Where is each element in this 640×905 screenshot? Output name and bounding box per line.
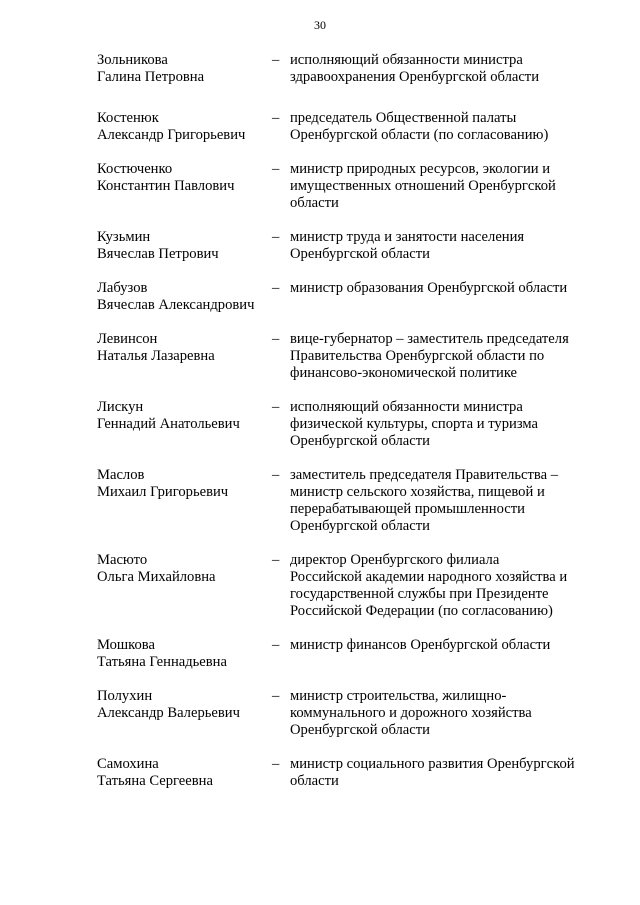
- member-surname: Самохина: [97, 756, 159, 772]
- member-entry: [97, 552, 597, 637]
- dash: –: [272, 331, 280, 347]
- member-given-name: Александр Григорьевич: [97, 127, 246, 143]
- member-surname: Лискун: [97, 399, 144, 415]
- member-role: министр труда и занятости населения Оренбургской области: [290, 229, 525, 262]
- member-given-name: Наталья Лазаревна: [97, 348, 215, 364]
- member-role: вице-губернатор – заместитель председателя Правительства Оренбургской области по финансово-экономической политике: [290, 331, 569, 381]
- dash: –: [272, 399, 280, 415]
- member-surname: Мошкова: [97, 637, 155, 653]
- dash: –: [272, 110, 280, 126]
- member-list: [97, 52, 597, 796]
- member-entry: [97, 688, 597, 756]
- member-name: [97, 52, 272, 110]
- member-given-name: Михаил Григорьевич: [97, 484, 229, 500]
- member-name: [97, 280, 272, 331]
- member-entry: [97, 110, 597, 161]
- member-entry: [97, 280, 597, 331]
- member-name: [97, 110, 272, 161]
- member-entry: [97, 637, 597, 688]
- dash: –: [272, 280, 280, 296]
- member-given-name: Галина Петровна: [97, 69, 205, 85]
- member-surname: Костюченко: [97, 161, 173, 177]
- member-role: министр образования Оренбургской области: [290, 280, 568, 296]
- dash: –: [272, 229, 280, 245]
- member-surname: Масюто: [97, 552, 148, 568]
- member-role: исполняющий обязанности министра здравоохранения Оренбургской области: [290, 52, 539, 85]
- member-entry: [97, 331, 597, 399]
- member-surname: Зольникова: [97, 52, 168, 68]
- member-name: [97, 688, 272, 756]
- member-name: [97, 331, 272, 399]
- member-role: министр природных ресурсов, экологии и имущественных отношений Оренбургской области: [290, 161, 556, 211]
- member-surname: Костенюк: [97, 110, 159, 126]
- member-role: заместитель председателя Правительства – министр сельского хозяйства, пищевой и перерабатывающей промышленности Оренбургской области: [290, 467, 558, 534]
- member-given-name: Вячеслав Петрович: [97, 246, 219, 262]
- member-entry: [97, 399, 597, 467]
- member-name: [97, 756, 272, 796]
- member-entry: [97, 467, 597, 552]
- member-role: директор Оренбургского филиала Российской академии народного хозяйства и государственной службы при Президенте Российской Федерации (по согласованию): [290, 552, 568, 619]
- member-role: министр строительства, жилищно- коммунального и дорожного хозяйства Оренбургской области: [290, 688, 532, 738]
- member-name: [97, 467, 272, 552]
- member-name: [97, 229, 272, 280]
- member-surname: Полухин: [97, 688, 153, 704]
- page-number: 30: [314, 18, 326, 32]
- member-entry: [97, 161, 597, 229]
- dash: –: [272, 756, 280, 772]
- member-given-name: Татьяна Сергеевна: [97, 773, 213, 789]
- dash: –: [272, 637, 280, 653]
- member-surname: Кузьмин: [97, 229, 151, 245]
- member-surname: Маслов: [97, 467, 145, 483]
- member-name: [97, 399, 272, 467]
- member-entry: [97, 229, 597, 280]
- dash: –: [272, 467, 280, 483]
- member-entry: [97, 52, 597, 110]
- dash: –: [272, 552, 280, 568]
- member-role: председатель Общественной палаты Оренбургской области (по согласованию): [290, 110, 549, 143]
- member-name: [97, 161, 272, 229]
- dash: –: [272, 52, 280, 68]
- member-given-name: Геннадий Анатольевич: [97, 416, 240, 432]
- member-surname: Лабузов: [97, 280, 148, 296]
- dash: –: [272, 688, 280, 704]
- member-given-name: Александр Валерьевич: [97, 705, 240, 721]
- member-name: [97, 552, 272, 637]
- member-given-name: Вячеслав Александрович: [97, 297, 255, 313]
- member-entry: [97, 756, 597, 796]
- member-surname: Левинсон: [97, 331, 158, 347]
- member-role: министр социального развития Оренбургской области: [290, 756, 575, 789]
- member-given-name: Татьяна Геннадьевна: [97, 654, 227, 670]
- dash: –: [272, 161, 280, 177]
- member-role: исполняющий обязанности министра физической культуры, спорта и туризма Оренбургской области: [290, 399, 538, 449]
- member-given-name: Константин Павлович: [97, 178, 235, 194]
- member-name: [97, 637, 272, 688]
- member-role: министр финансов Оренбургской области: [290, 637, 551, 653]
- member-given-name: Ольга Михайловна: [97, 569, 216, 585]
